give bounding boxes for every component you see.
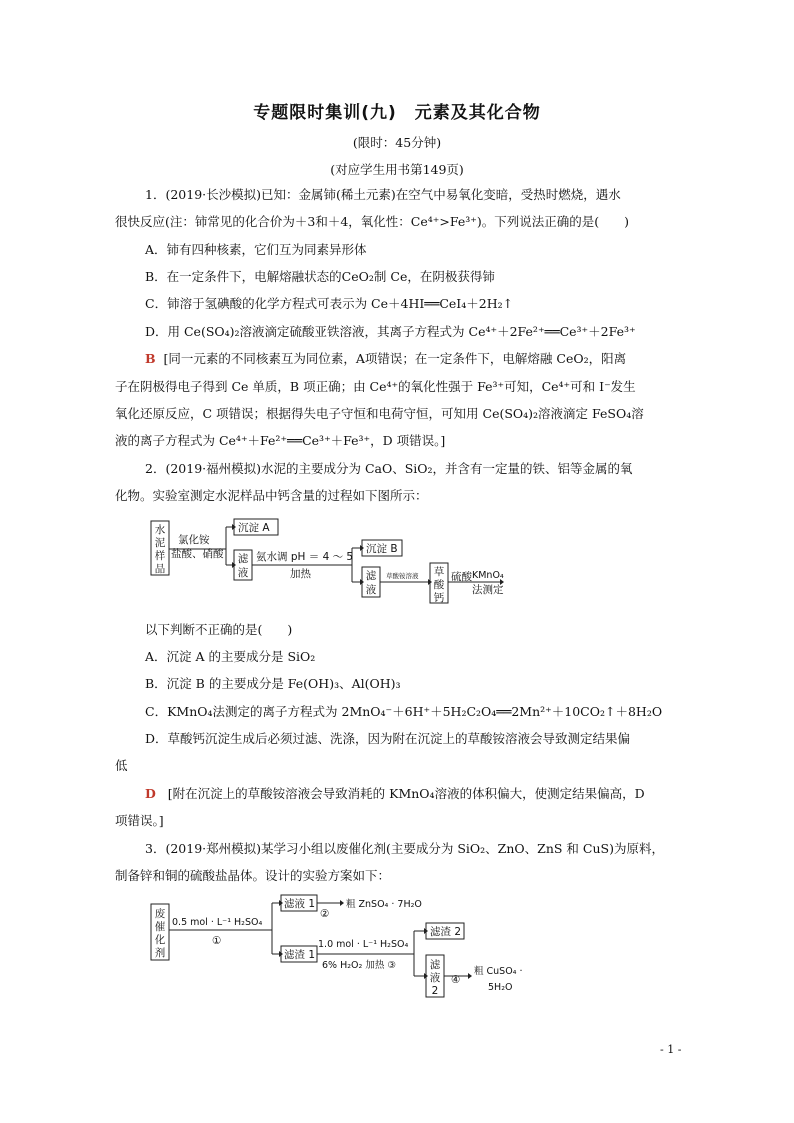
page-number: - 1 - bbox=[660, 1043, 682, 1056]
q3-acid2: 1.0 mol · L⁻¹ H₂SO₄ bbox=[318, 939, 409, 950]
q3-catalyst-char-3: 化 bbox=[154, 934, 166, 946]
q1-stem-line2: 很快反应(注：铈常见的化合价为＋3和＋4，氧化性：Ce⁴⁺>Fe³⁺)。下列说法正确的是( ) bbox=[115, 214, 629, 229]
q2-option-a: A．沉淀 A 的主要成分是 SiO₂ bbox=[145, 649, 316, 664]
q3-product1: 粗 ZnSO₄ · 7H₂O bbox=[346, 899, 422, 910]
q3-stem-line1: 3．(2019·郑州模拟)某学习小组以废催化剂(主要成分为 SiO₂、ZnO、ZnS 和 CuS)为原料， bbox=[145, 841, 664, 856]
q2-sample-char-4: 品 bbox=[154, 563, 166, 575]
q2-sulfuric: 硫酸 bbox=[451, 571, 472, 583]
q1-explanation-line4: 液的离子方程式为 Ce⁴⁺＋Fe²⁺══Ce³⁺＋Fe³⁺，D 项错误。] bbox=[115, 433, 446, 448]
q2-stem-line2: 化物。实验室测定水泥样品中钙含量的过程如下图所示： bbox=[115, 488, 428, 503]
q2-filtrate-char-2: 液 bbox=[237, 567, 249, 579]
q3-filtrate2-char-1: 滤 bbox=[429, 959, 441, 971]
q2-oxalate-char-3: 钙 bbox=[433, 592, 445, 604]
q2-sample-char-1: 水 bbox=[154, 524, 166, 536]
time-limit: (限时：45分钟) bbox=[352, 135, 442, 150]
q3-filtrate2-char-2: 液 bbox=[429, 972, 441, 984]
q3-residue1: 滤渣 1 bbox=[284, 949, 316, 961]
q2-oxalate-char-1: 草 bbox=[433, 566, 445, 578]
q2-explanation-line1 bbox=[145, 785, 715, 803]
q2-option-b: B．沉淀 B 的主要成分是 Fe(OH)₃、Al(OH)₃ bbox=[145, 676, 401, 691]
q3-residue2: 滤渣 2 bbox=[430, 926, 462, 938]
q1-exp1-text: [同一元素的不同核素互为同位素，A项错误；在一定条件下，电解熔融 CeO₂，阳离 bbox=[163, 351, 627, 366]
q3-catalyst-char-2: 催 bbox=[154, 921, 166, 933]
q3-product2a: 粗 CuSO₄ · bbox=[474, 966, 523, 977]
q2-question: 以下判断不正确的是( ) bbox=[145, 622, 293, 637]
q2-filtrate2-char-1: 滤 bbox=[365, 570, 377, 582]
q1-answer: B bbox=[145, 351, 156, 366]
q2-option-d-line2: 低 bbox=[115, 758, 128, 773]
q2-oxalate-reagent: 草酸铵溶液 bbox=[386, 572, 419, 580]
q1-explanation-line3: 氧化还原反应，C 项错误；根据得失电子守恒和电荷守恒，可知用 Ce(SO₄)₂溶液滴定 FeSO₄溶 bbox=[115, 406, 644, 421]
q1-explanation-line2: 子在阴极得电子得到 Ce 单质，B 项正确；由 Ce⁴⁺的氧化性强于 Fe³⁺可知，Ce⁴⁺可和 I⁻发生 bbox=[115, 379, 636, 394]
q3-filtrate2-char-3: 2 bbox=[431, 985, 439, 997]
q1-option-a: A．铈有四种核素，它们互为同素异形体 bbox=[145, 242, 367, 257]
q2-filtrate-char-1: 滤 bbox=[237, 553, 249, 565]
q2-reagent-top: 氯化铵 bbox=[178, 534, 210, 546]
q2-method: 法测定 bbox=[472, 584, 504, 596]
q2-precipA: 沉淀 A bbox=[238, 522, 270, 534]
q2-answer: D bbox=[145, 786, 156, 801]
q2-precipB: 沉淀 B bbox=[366, 543, 398, 555]
q3-acid1: 0.5 mol · L⁻¹ H₂SO₄ bbox=[172, 917, 263, 928]
q2-option-c: C．KMnO₄法测定的离子方程式为 2MnO₄⁻＋6H⁺＋5H₂C₂O₄══2Mn²⁺＋10CO₂↑＋8H₂O bbox=[145, 704, 663, 719]
q2-sample-char-3: 样 bbox=[154, 550, 166, 562]
book-reference: (对应学生用书第149页) bbox=[330, 162, 464, 177]
q3-step4: ④ bbox=[451, 974, 461, 986]
q1-option-c: C．铈溶于氢碘酸的化学方程式可表示为 Ce＋4HI══CeI₄＋2H₂↑ bbox=[145, 296, 514, 311]
q3-filtrate1: 滤液 1 bbox=[284, 898, 316, 910]
q3-stem-line2: 制备锌和铜的硫酸盐晶体。设计的实验方案如下： bbox=[115, 868, 391, 883]
q2-reagent-bottom: 盐酸、硝酸 bbox=[171, 548, 224, 560]
q3-step2: ② bbox=[320, 908, 330, 920]
q2-explanation-line2: 项错误。] bbox=[115, 813, 164, 828]
q3-oxidant: 6% H₂O₂ 加热 ③ bbox=[322, 960, 396, 971]
q3-step1: ① bbox=[212, 935, 222, 947]
q2-stem-line1: 2．(2019·福州模拟)水泥的主要成分为 CaO、SiO₂，并含有一定量的铁、铝等金属的氧 bbox=[145, 461, 633, 476]
q1-option-d: D．用 Ce(SO₄)₂溶液滴定硫酸亚铁溶液，其离子方程式为 Ce⁴⁺＋2Fe²⁺══Ce³⁺＋2Fe³⁺ bbox=[145, 324, 636, 339]
q2-option-d-line1: D．草酸钙沉淀生成后必须过滤、洗涤，因为附在沉淀上的草酸铵溶液会导致测定结果偏 bbox=[145, 731, 631, 746]
q1-stem-line1: 1．(2019·长沙模拟)已知：金属铈(稀土元素)在空气中易氧化变暗，受热时燃烧，遇水 bbox=[145, 187, 621, 202]
q1-option-b: B．在一定条件下，电解熔融状态的CeO₂制 Ce，在阴极获得铈 bbox=[145, 269, 495, 284]
q2-sample-char-2: 泥 bbox=[154, 537, 166, 549]
q2-exp1-text: [附在沉淀上的草酸铵溶液会导致消耗的 KMnO₄溶液的体积偏大，使测定结果偏高，D bbox=[167, 786, 645, 801]
q3-product2b: 5H₂O bbox=[488, 982, 513, 993]
q2-oxalate-char-2: 酸 bbox=[433, 579, 445, 591]
q2-kmno4: KMnO₄ bbox=[472, 570, 504, 581]
q2-ammonia: 氨水调 pH ＝ 4 ～ 5 bbox=[256, 551, 354, 563]
q3-catalyst-char-1: 废 bbox=[154, 908, 166, 920]
q2-filtrate2-char-2: 液 bbox=[365, 584, 377, 596]
page-title: 专题限时集训(九) 元素及其化合物 bbox=[253, 103, 541, 123]
q3-catalyst-char-4: 剂 bbox=[154, 947, 166, 959]
q2-heat: 加热 bbox=[290, 568, 311, 580]
